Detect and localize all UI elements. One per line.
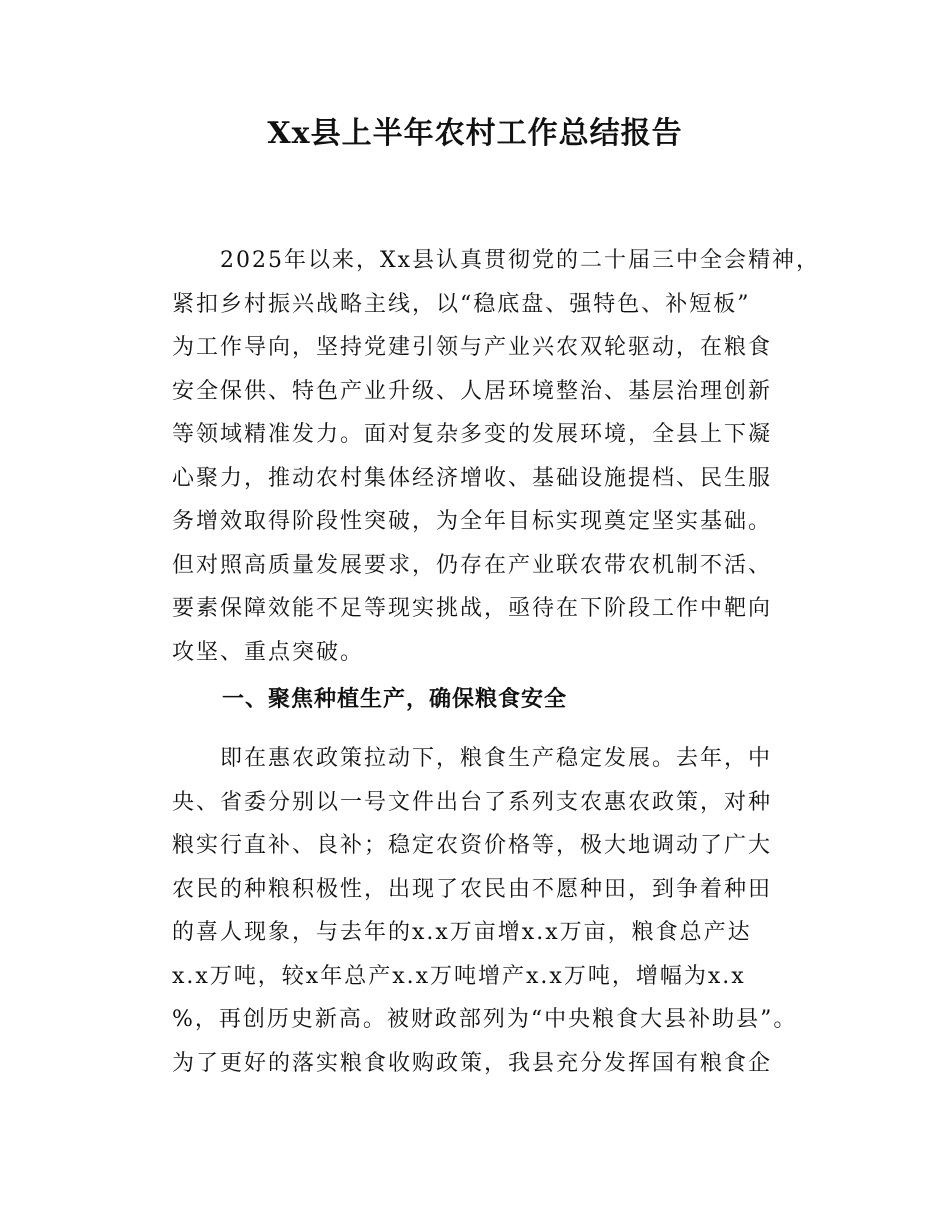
intro-paragraph	[172, 239, 821, 674]
section-paragraph	[172, 737, 812, 1085]
intro-line: 等领域精准发力。面对复杂多变的发展环境，全县上下凝	[172, 422, 773, 447]
intro-line: 为工作导向，坚持党建引领与产业兴农双轮驱动，在粮食	[172, 335, 773, 360]
intro-line: 攻坚、重点突破。	[172, 639, 365, 665]
section-line: 农民的种粮积极性，出现了农民由不愿种田，到争着种田	[172, 876, 773, 902]
intro-line: 安全保供、特色产业升级、人居环境整治、基层治理创新	[172, 378, 773, 404]
section-line: x.x万吨，较x年总产x.x万吨增产x.x万吨，增幅为x.x	[172, 963, 746, 989]
intro-line: 紧扣乡村振兴战略主线，以“稳底盘、强特色、补短板”	[172, 291, 751, 317]
intro-line: 2025年以来，Xx县认真贯彻党的二十届三中全会精神，	[172, 248, 821, 273]
section-line: 粮实行直补、良补；稳定农资价格等，极大地调动了广大	[172, 833, 773, 858]
intro-line: 但对照高质量发展要求，仍存在产业联农带农机制不活、	[172, 552, 773, 578]
document-title: Xx县上半年农村工作总结报告	[267, 116, 683, 151]
intro-line: 要素保障效能不足等现实挑战，亟待在下阶段工作中靶向	[172, 596, 773, 621]
section-line: 央、省委分别以一号文件出台了系列支农惠农政策，对种	[172, 789, 773, 815]
section-line: 即在惠农政策拉动下，粮食生产稳定发展。去年，中	[172, 746, 773, 771]
intro-line: 心聚力，推动农村集体经济增收、基础设施提档、民生服	[172, 465, 773, 491]
section-line: 为了更好的落实粮食收购政策，我县充分发挥国有粮食企	[172, 1050, 773, 1076]
section-line: 的喜人现象，与去年的x.x万亩增x.x万亩，粮食总产达	[172, 920, 752, 945]
section-heading: 一、聚焦种植生产，确保粮食安全	[222, 687, 568, 712]
intro-line: 务增效取得阶段性突破，为全年目标实现奠定坚实基础。	[172, 509, 773, 534]
section-line: %，再创历史新高。被财政部列为“中央粮食大县补助县”。	[172, 1007, 798, 1032]
